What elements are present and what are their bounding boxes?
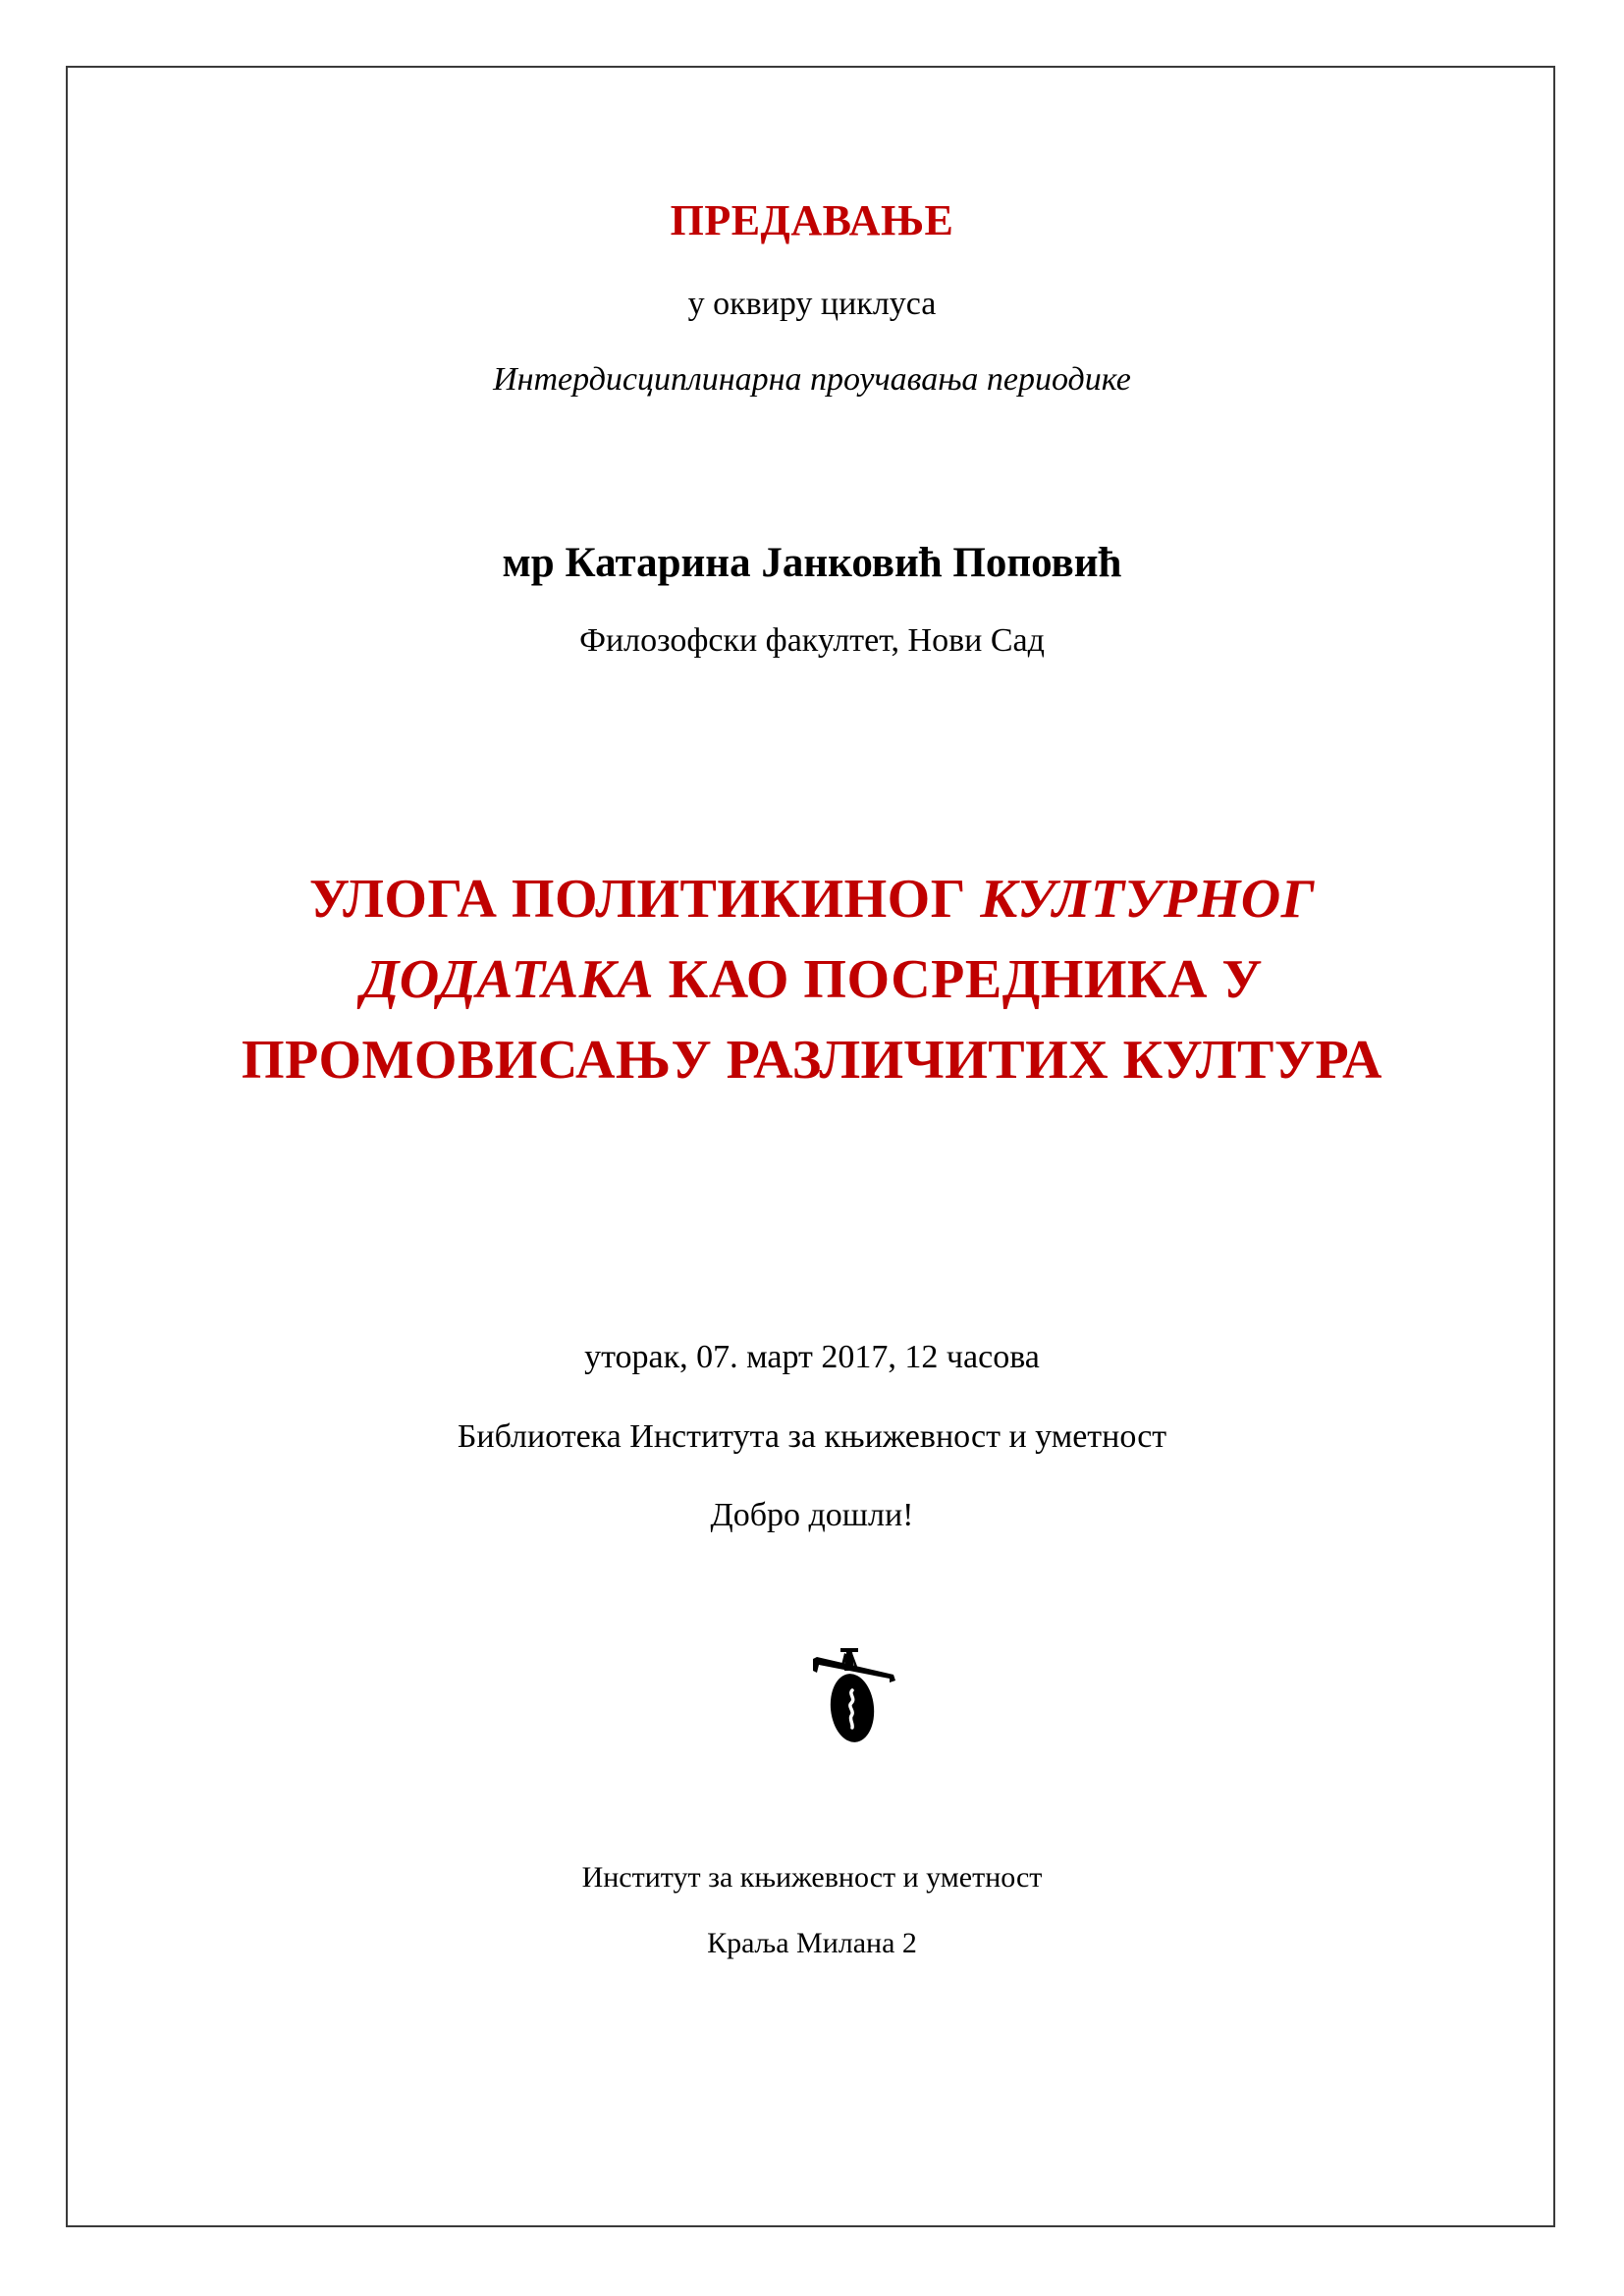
lecture-title-line-1 xyxy=(0,869,1624,930)
event-venue: Библиотека Института за књижевност и уметност xyxy=(457,1418,1167,1455)
footer-address: Краља Милана 2 xyxy=(707,1927,917,1959)
title-line-2-italic: ДОДАТАКА xyxy=(360,949,655,1010)
title-line-1-italic: КУЛТУРНОГ xyxy=(980,869,1316,930)
title-line-2-regular: КАО ПОСРЕДНИКА У xyxy=(654,949,1264,1010)
title-line-1-regular: УЛОГА ПОЛИТИКИНОГ xyxy=(308,869,981,930)
series-name: Интердисциплинарна проучавања периодике xyxy=(493,361,1131,398)
title-line-3-regular: ПРОМОВИСАЊУ РАЗЛИЧИТИХ КУЛТУРА xyxy=(242,1030,1382,1091)
speaker-name: мр Катарина Јанковић Поповић xyxy=(502,540,1122,586)
welcome-message: Добро дошли! xyxy=(710,1497,914,1533)
lecture-title-line-2 xyxy=(0,949,1624,1010)
institute-logo-icon xyxy=(811,1647,897,1745)
event-date: уторак, 07. март 2017, 12 часова xyxy=(584,1339,1040,1375)
lecture-title-line-3 xyxy=(0,1030,1624,1091)
speaker-affiliation: Филозофски факултет, Нови Сад xyxy=(579,622,1045,659)
footer-institute: Институт за књижевност и уметност xyxy=(581,1861,1043,1894)
series-intro: у оквиру циклуса xyxy=(687,286,937,322)
lecture-kicker: ПРЕДАВАЊЕ xyxy=(670,196,954,244)
